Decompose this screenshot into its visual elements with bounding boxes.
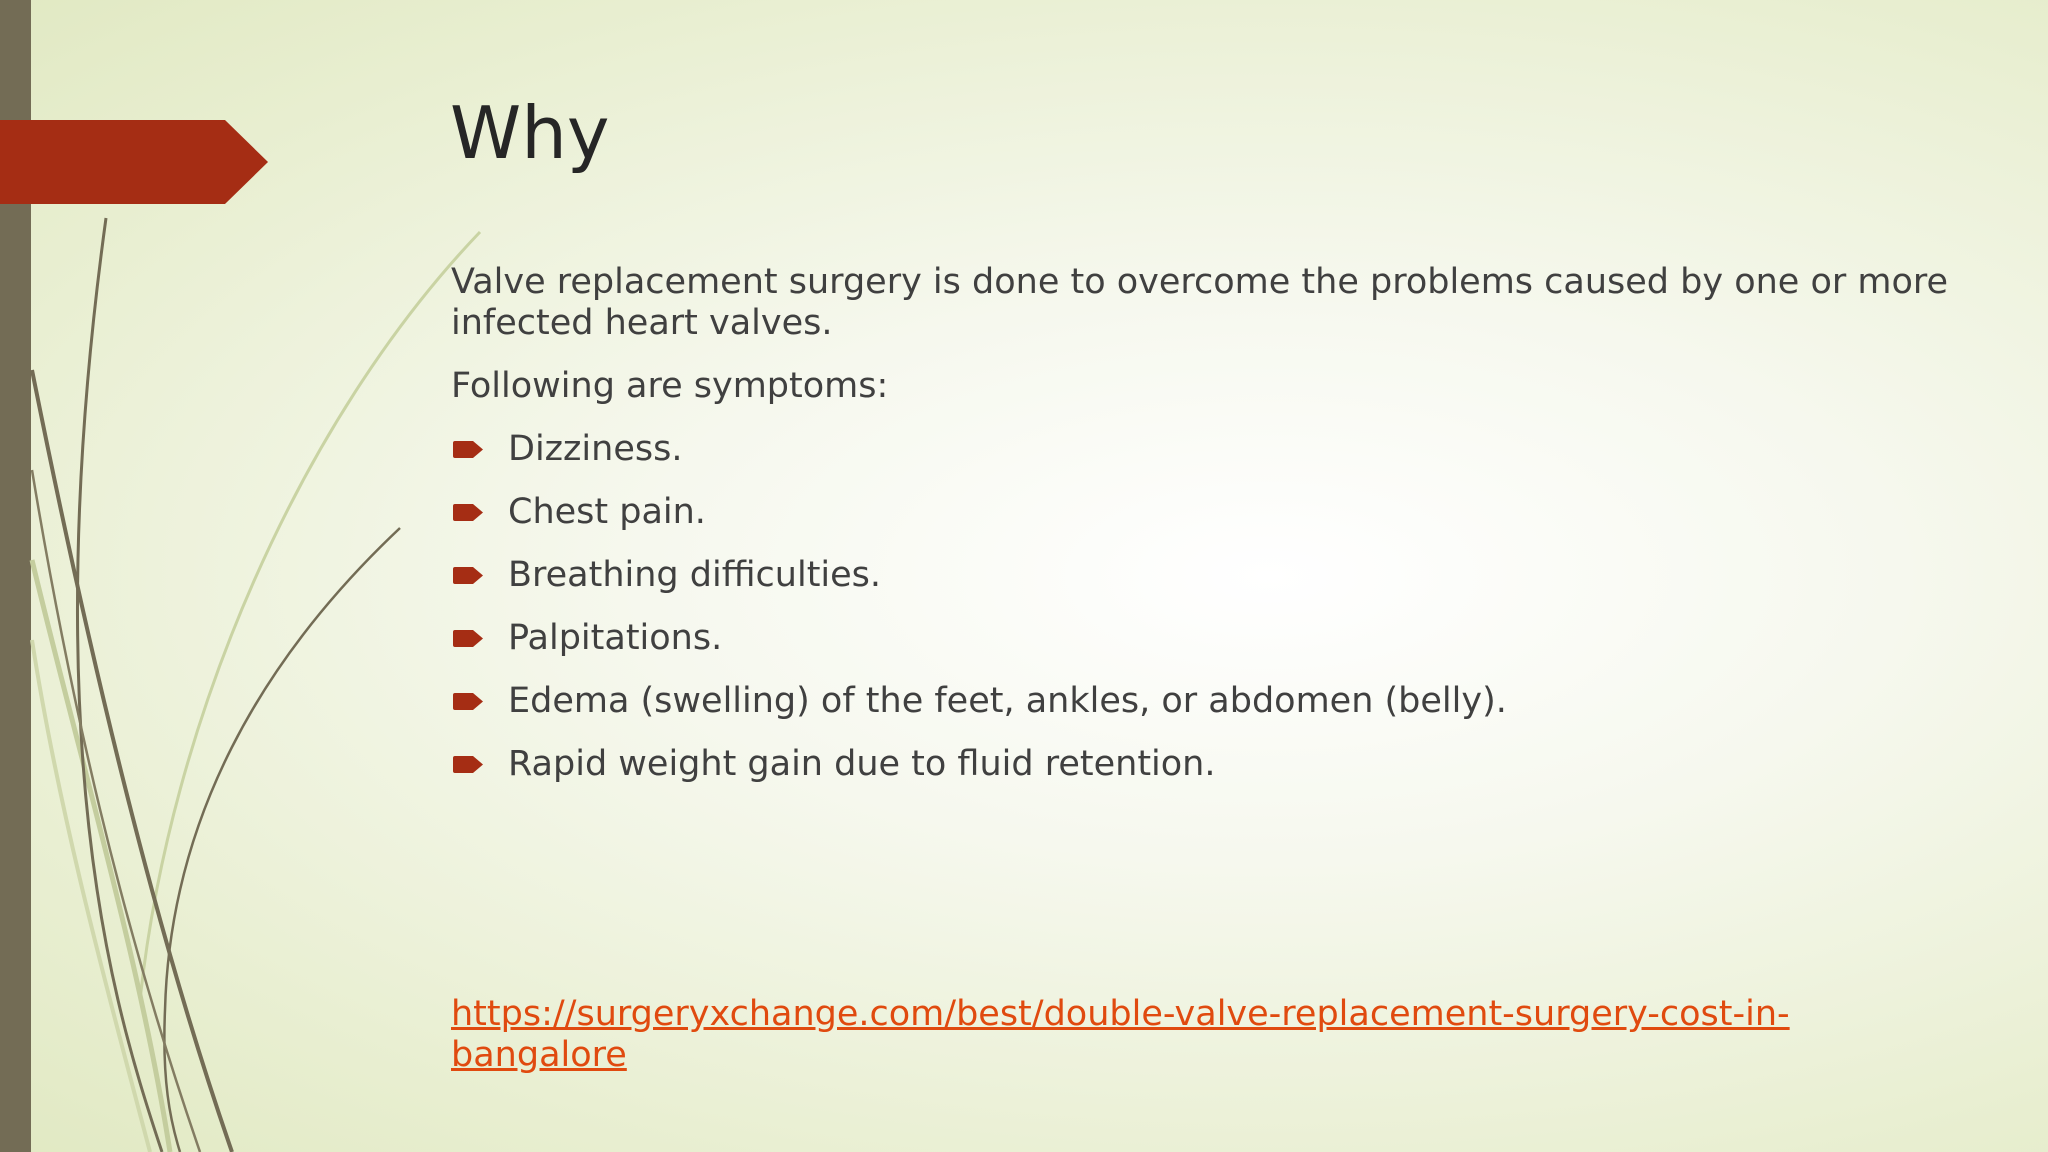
arrow-bullet-icon: [453, 756, 483, 773]
title-arrow-banner: [0, 120, 268, 204]
slide-title: Why: [450, 91, 610, 175]
list-item: [451, 618, 1971, 659]
list-item: [451, 492, 1971, 533]
slide-body: [451, 262, 1971, 807]
symptom-text: Breathing difficulties.: [508, 555, 882, 595]
symptom-text: Rapid weight gain due to fluid retention.: [508, 744, 1216, 784]
symptom-list: [451, 429, 1971, 785]
source-link[interactable]: https://surgeryxchange.com/best/double-valve-replacement-surgery-cost-in-bangalore: [451, 994, 1790, 1075]
symptom-text: Edema (swelling) of the feet, ankles, or abdomen (belly).: [508, 681, 1507, 721]
symptoms-heading: Following are symptoms:: [451, 366, 889, 406]
symptom-text: Chest pain.: [508, 492, 706, 532]
intro-paragraph: Valve replacement surgery is done to overcome the problems caused by one or more infected heart valves.: [451, 262, 1949, 343]
list-item: [451, 555, 1971, 596]
arrow-bullet-icon: [453, 567, 483, 584]
list-item: [451, 429, 1971, 470]
arrow-bullet-icon: [453, 441, 483, 458]
list-item: [451, 681, 1971, 722]
arrow-bullet-icon: [453, 504, 483, 521]
arrow-bullet-icon: [453, 693, 483, 710]
symptom-text: Dizziness.: [508, 429, 683, 469]
list-item: [451, 744, 1971, 785]
symptom-text: Palpitations.: [508, 618, 723, 658]
arrow-bullet-icon: [453, 630, 483, 647]
